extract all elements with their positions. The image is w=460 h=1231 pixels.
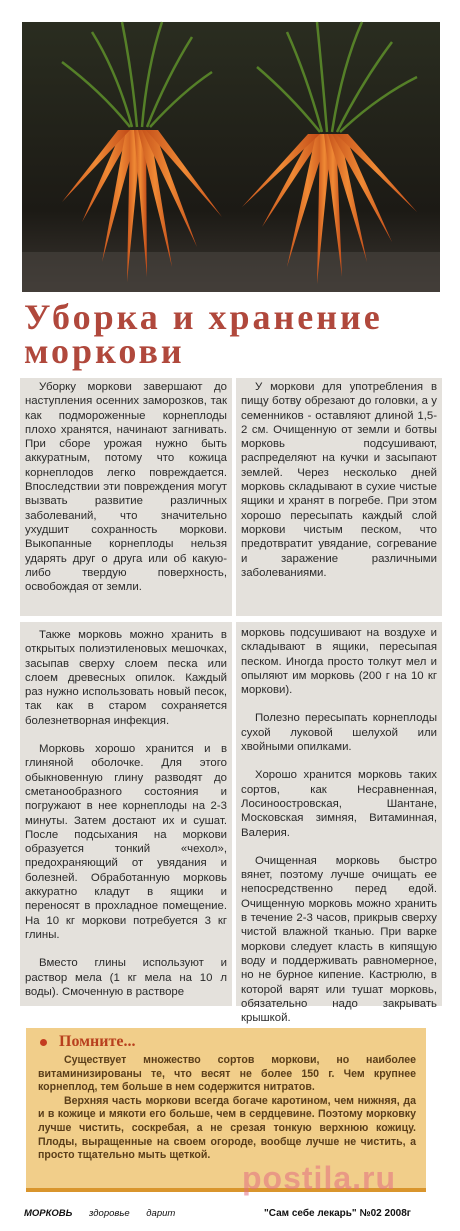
article-column-2: [236, 378, 442, 616]
article-column-1: [20, 378, 232, 616]
paragraph: Также морковь можно хранить в открытых полиэтиленовых мешочках, засыпав сверху слоем песка или слоем древесных опилок. Каждый раз нужно использовать новый песок, так как в старом сохраняется болезнетворная инфекция.: [25, 629, 227, 727]
carrot-photo: [22, 22, 440, 292]
paragraph: Очищенная морковь быстро вянет, поэтому лучше очищать ее непосредственно перед едой. Очищенную морковь можно хранить в течение 2-3 часов, прикрыв сверху чистой влажной тканью. При варке моркови следует класть в кипящую воду и поддерживать равномерное, но не бурное кипение. Кастрюлю, в которой варят или тушат морковь, обязательно надо закрывать крышкой.: [241, 854, 437, 1025]
remember-paragraph: Верхняя часть моркови всегда богаче каротином, чем нижняя, да и в кожице и мякоти его больше, чем в сердцевине. Поэтому морковку лучше чистить, соскребая, а не срезая тонкую верхнюю кожицу. Плоды, выращенные на своем огороде, вообще лучше не чистить, а просто тщательно мыть щеткой.: [38, 1094, 416, 1162]
watermark: postila.ru: [242, 1160, 397, 1196]
footer-tag: здоровье: [88, 1208, 130, 1219]
article-title: Уборка и хранение моркови: [24, 297, 383, 371]
remember-paragraph: Существует множество сортов моркови, но наиболее витаминизированы те, что весят не более 150 г. Чем крупнее корнеплод, тем больше в нем содержится нитратов.: [38, 1054, 416, 1094]
bullet-icon: [40, 1039, 47, 1046]
footer-source: "Сам себе лекарь" №02 2008г: [264, 1208, 411, 1219]
paragraph: Вместо глины используют и раствор мела (1 кг мела на 10 л воды). Смоченную в растворе: [25, 957, 227, 998]
paragraph: Полезно пересыпать корнеплоды сухой луковой шелухой или хвойными опилками.: [241, 712, 437, 754]
footer-section-name: МОРКОВЬ: [24, 1208, 73, 1219]
paragraph: морковь подсушивают на воздухе и складывают в ящики, пересыпая песком. Иногда просто толкут мел и опыляют им морковь (200 г на 10 кг моркови).: [241, 627, 437, 697]
carrot-illustration: [22, 22, 440, 292]
remember-header: [38, 1030, 416, 1054]
remember-title: Помните...: [59, 1033, 136, 1050]
paragraph: Морковь хорошо хранится и в глиняной оболочке. Для этого обыкновенную глину разводят до сметанообразного состояния и погружают в нее корнеплоды на 2-3 минуты. Затем достают их и сушат. После подсыхания на моркови образуется тонкий «чехол», предохраняющий от увядания и болезней. Обработанную морковь аккуратно кладут в ящики и переносят в прохладное помещение. На 10 кг моркови потребуется 3 кг глины.: [25, 743, 227, 941]
paragraph: У моркови для употребления в пищу ботву обрезают до головки, а у семенников - оставляют длиной 1,5-2 см. Очищенную от земли и ботвы морковь подсушивают, распределяют на кучки и засыпают землей. Через несколько дней морковь складывают в сухие чистые ящики и хранят в погребе. При этом хорошо пересыпать каждый слой моркови чистым песком, что предотвратит увядание, согревание и заражение различными заболеваниями.: [241, 381, 437, 579]
paragraph: Уборку моркови завершают до наступления осенних заморозков, так как подмороженные корнеплоды плохо хранятся, начинают загнивать. При сборе урожая нужно быть аккуратным, потому что кожица корнеплодов легко повреждается. Впоследствии эти повреждения могут вызвать развитие различных заболеваний, что значительно ухудшит сохранность моркови. Выкопанные корнеплоды нельзя ударять друг о друга или об какую-либо твердую поверхность, освобождая от земли.: [25, 381, 227, 594]
footer-section: [24, 1208, 189, 1219]
footer-tag: дарит: [146, 1208, 176, 1219]
article-column-4: [236, 622, 442, 1025]
article-column-3: [20, 622, 232, 1006]
paragraph: Хорошо хранится морковь таких сортов, как Несравненная, Лосиноостровская, Шантане, Московская зимняя, Витаминная, Валерия.: [241, 769, 437, 839]
